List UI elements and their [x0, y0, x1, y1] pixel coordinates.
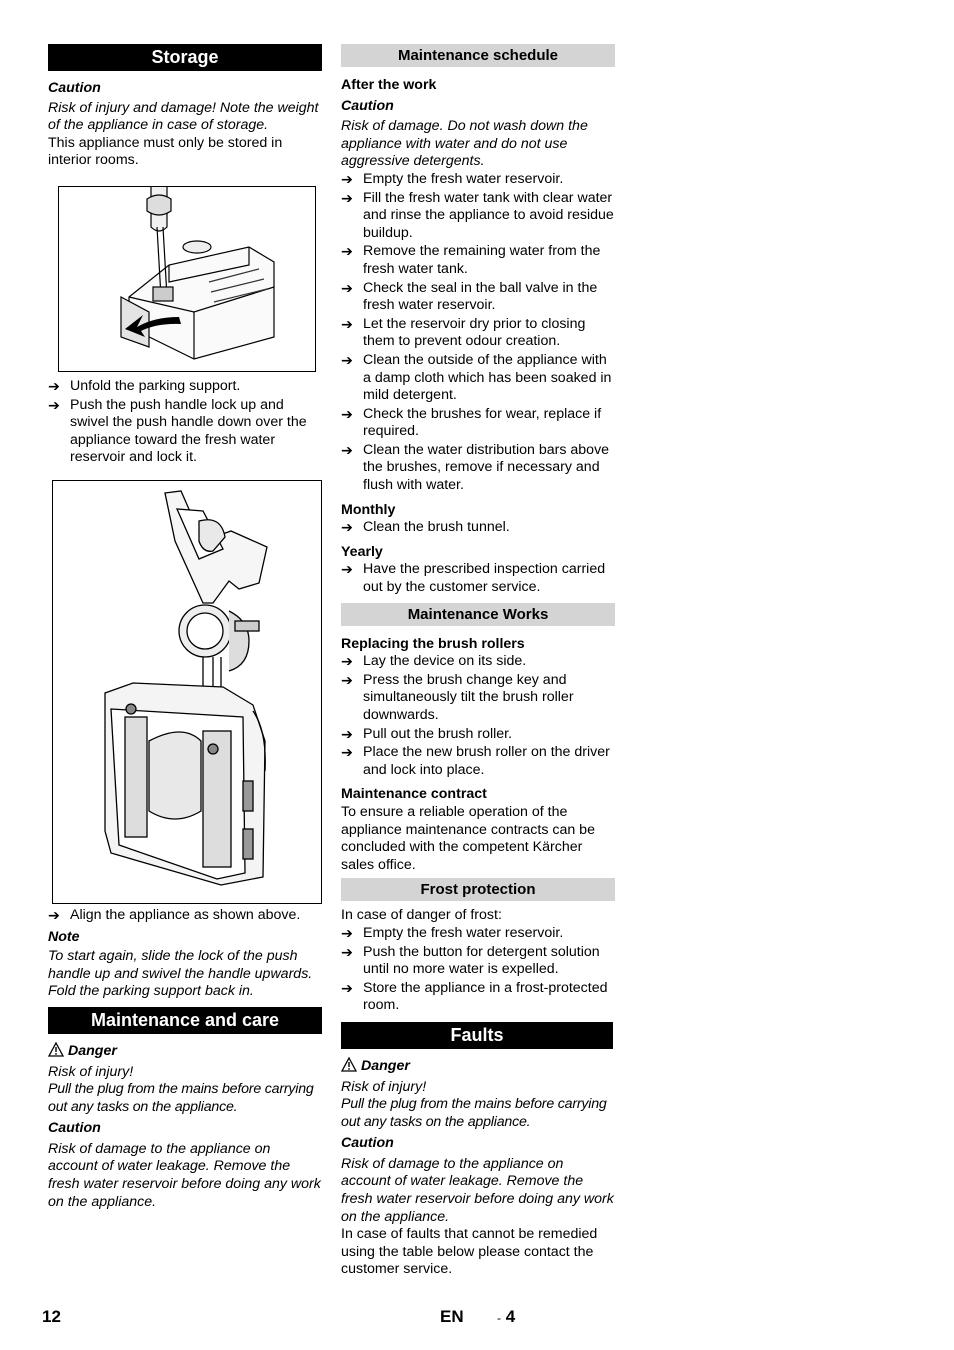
after-work-steps	[341, 171, 615, 495]
brush-rollers-title: Replacing the brush rollers	[341, 635, 525, 652]
arrow-right-icon: ➔	[341, 406, 353, 423]
arrow-right-icon: ➔	[48, 397, 60, 414]
storage-steps-list	[48, 378, 322, 467]
maintenance-contract-text: To ensure a reliable operation of the appliance maintenance contracts can be concluded with the competent Kärcher sales office.	[341, 803, 595, 873]
right-column	[341, 44, 615, 1279]
folded-appliance-illustration	[53, 481, 325, 903]
maintenance-contract-title: Maintenance contract	[341, 786, 487, 803]
list-item: ➔ Empty the fresh water reservoir.	[341, 170, 564, 188]
list-item: ➔ Clean the outside of the appliance with a damp cloth which has been soaked in mild detergent.	[341, 351, 612, 404]
list-item: ➔ Check the seal in the ball valve in the fresh water reservoir.	[341, 279, 598, 314]
danger-text-2: Pull the plug from the mains before carrying out any tasks on the appliance.	[48, 1081, 314, 1115]
arrow-right-icon: ➔	[341, 190, 353, 207]
warning-triangle-icon	[341, 1057, 357, 1072]
left-column	[48, 44, 322, 1211]
list-item: ➔ Store the appliance in a frost-protected room.	[341, 979, 608, 1014]
faults-danger-text-2: Pull the plug from the mains before carrying out any tasks on the appliance.	[341, 1096, 607, 1130]
faults-body: In case of faults that cannot be remedied using the table below please contact the customer service.	[341, 1226, 598, 1278]
storage-note-label: Note	[48, 928, 80, 945]
arrow-right-icon: ➔	[48, 907, 60, 924]
parking-support-illustration	[59, 187, 315, 371]
maintenance-care-heading: Maintenance and care	[48, 1007, 322, 1034]
monthly-steps	[341, 519, 615, 537]
figure-folded-appliance	[52, 480, 322, 904]
yearly-title: Yearly	[341, 543, 383, 560]
monthly-title: Monthly	[341, 501, 396, 518]
list-item: ➔ Remove the remaining water from the fresh water tank.	[341, 243, 601, 277]
list-item: ➔ Unfold the parking support.	[48, 377, 241, 395]
list-item: ➔ Have the prescribed inspection carried out by the customer service.	[341, 561, 606, 596]
arrow-right-icon: ➔	[341, 654, 353, 671]
schedule-caution-text: Risk of damage. Do not wash down the appliance with water and do not use aggressive detergents.	[341, 118, 588, 170]
arrow-right-icon: ➔	[341, 925, 353, 942]
arrow-right-icon: ➔	[341, 280, 353, 297]
arrow-right-icon: ➔	[341, 244, 353, 261]
faults-caution-text: Risk of damage to the appliance on account of water leakage. Remove the fresh water reservoir before doing any work on the appliance.	[341, 1155, 614, 1225]
list-item: ➔ Check the brushes for wear, replace if required.	[341, 405, 602, 440]
arrow-right-icon: ➔	[341, 672, 353, 689]
yearly-steps	[341, 561, 615, 596]
storage-caution-label: Caution	[48, 80, 101, 96]
storage-body: This appliance must only be stored in interior rooms.	[48, 134, 283, 169]
frost-protection-heading: Frost protection	[341, 878, 615, 901]
faults-danger-text-1: Risk of injury!	[341, 1078, 427, 1095]
list-item: ➔ Place the new brush roller on the driver and lock into place.	[341, 744, 610, 778]
maintenance-caution-label: Caution	[48, 1120, 101, 1137]
figure-parking-support	[58, 186, 316, 372]
list-item: ➔ Push the push handle lock up and swivel the push handle down over the appliance toward the fresh water reservoir and lock it.	[48, 396, 307, 466]
list-item: ➔ Press the brush change key and simultaneously tilt the brush roller downwards.	[341, 671, 574, 723]
storage-align-list	[48, 907, 322, 925]
arrow-right-icon: ➔	[341, 352, 353, 369]
after-work-title: After the work	[341, 77, 437, 93]
page-number: 12	[42, 1307, 61, 1326]
storage-note-text: To start again, slide the lock of the push handle up and swivel the handle upwards. Fold the parking support back in.	[48, 948, 313, 1000]
arrow-right-icon: ➔	[341, 171, 353, 188]
arrow-right-icon: ➔	[341, 442, 353, 459]
maintenance-caution-text: Risk of damage to the appliance on account of water leakage. Remove the fresh water reservoir before doing any work on the appliance.	[48, 1140, 321, 1210]
language-code: EN	[440, 1307, 464, 1326]
faults-heading: Faults	[341, 1022, 613, 1049]
list-item: ➔ Let the reservoir dry prior to closing them to prevent odour creation.	[341, 315, 586, 350]
arrow-right-icon: ➔	[341, 980, 353, 997]
arrow-right-icon: ➔	[341, 726, 353, 743]
arrow-right-icon: ➔	[341, 562, 353, 579]
schedule-caution-label: Caution	[341, 97, 394, 114]
warning-triangle-icon	[48, 1042, 64, 1057]
danger-text-1: Risk of injury!	[48, 1063, 134, 1080]
frost-intro: In case of danger of frost:	[341, 907, 502, 924]
storage-heading: Storage	[48, 44, 322, 71]
list-item: ➔ Clean the brush tunnel.	[341, 519, 510, 537]
list-item: ➔ Pull out the brush roller.	[341, 725, 513, 743]
list-item: ➔ Align the appliance as shown above.	[48, 906, 301, 924]
arrow-right-icon: ➔	[341, 944, 353, 961]
faults-danger-label: Danger	[341, 1057, 615, 1076]
danger-label: Danger	[48, 1042, 322, 1061]
brush-rollers-steps	[341, 653, 615, 779]
list-item: ➔ Fill the fresh water tank with clear water and rinse the appliance to avoid residue buildup.	[341, 189, 614, 241]
list-item: ➔ Push the button for detergent solution until no more water is expelled.	[341, 943, 600, 978]
maintenance-schedule-heading: Maintenance schedule	[341, 44, 615, 67]
frost-steps	[341, 925, 615, 1015]
storage-caution-text: Risk of injury and damage! Note the weight of the appliance in case of storage.	[48, 99, 319, 134]
list-item: ➔ Lay the device on its side.	[341, 653, 527, 671]
maintenance-works-heading: Maintenance Works	[341, 603, 615, 626]
list-item: ➔ Clean the water distribution bars above the brushes, remove if necessary and flush with water.	[341, 441, 610, 494]
faults-caution-label: Caution	[341, 1135, 394, 1152]
list-item: ➔ Empty the fresh water reservoir.	[341, 924, 564, 942]
section-page-number: - 4	[497, 1307, 516, 1326]
arrow-right-icon: ➔	[341, 745, 353, 762]
arrow-right-icon: ➔	[341, 316, 353, 333]
arrow-right-icon: ➔	[341, 520, 353, 537]
arrow-right-icon: ➔	[48, 378, 60, 395]
